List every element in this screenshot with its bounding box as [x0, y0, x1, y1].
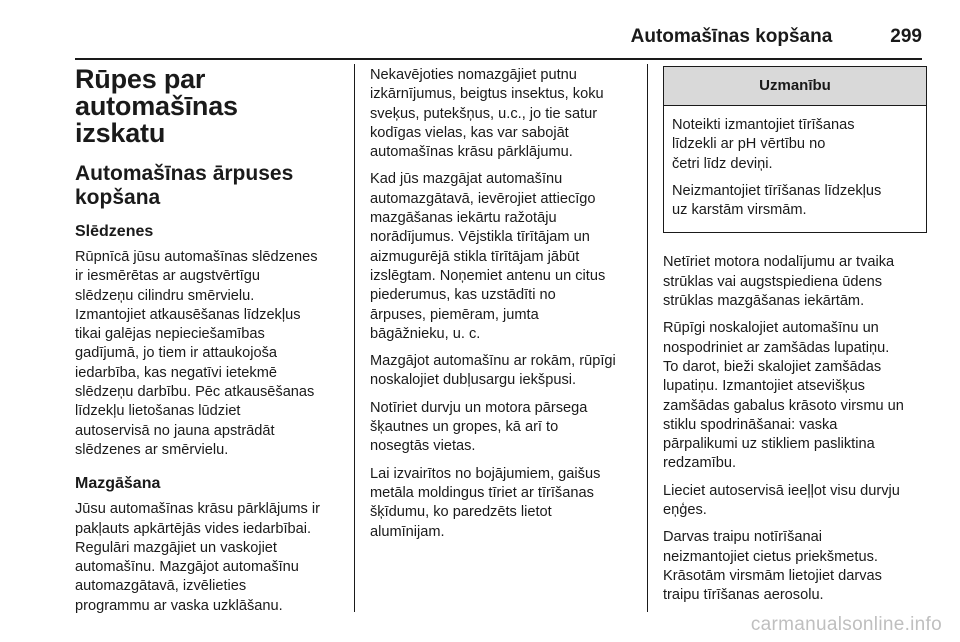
- watermark: carmanualsonline.info: [750, 614, 942, 635]
- paragraph-engine-compartment: Netīriet motora nodalījumu ar tvaika strūklas vai augstspiediena ūdens strūklas mazgāšanas iekārtām.: [663, 254, 895, 310]
- paragraph-door-hinges: Lieciet autoservisā ieeļļot visu durvju eņģes.: [663, 482, 900, 519]
- paragraph-hand-wash: Mazgājot automašīnu ar rokām, rūpīgi noskalojiet dubļusargu iekšpusi.: [370, 353, 616, 389]
- subsection-title: Automašīnas ārpuses kopšana: [75, 162, 294, 209]
- paragraph-bird-droppings: Nekavējoties nomazgājiet putnu izkārnījumus, beigtus insektus, koku sveķus, putekšņus, u.c., jo tie satur kodīgas vielas, kas var sabojāt automašīnas krāsu pārklājumu.: [370, 67, 604, 161]
- paragraph-door-edges: Notīriet durvju un motora pārsega šķautnes un gropes, kā arī to nosegtās vietas.: [370, 399, 588, 455]
- caution-title: Uzmanību: [664, 67, 926, 106]
- column-middle: [370, 66, 640, 550]
- section-title: Rūpes par automašīnas izskatu: [75, 64, 238, 148]
- paragraph-tar-stains: Darvas traipu notīrīšanai neizmantojiet cietus priekšmetus. Krāsotām virsmām lietojiet darvas traipu tīrīšanas aerosolu.: [663, 529, 882, 604]
- washing-paragraph: Jūsu automašīnas krāsu pārklājums ir pakļauts apkārtējās vides iedarbībai. Regulāri mazgājiet un vaskojiet automašīnu. Mazgājot automašīnu automazgātavā, izvēlieties programmu ar vaska uzklāšanu.: [75, 501, 320, 614]
- column-divider-left: [354, 64, 355, 612]
- caution-box: [663, 66, 927, 233]
- column-divider-right: [647, 64, 648, 612]
- page-header: [75, 26, 922, 60]
- paragraph-rinse-polish: Rūpīgi noskalojiet automašīnu un nospodriniet ar zamšādas lupatiņu. To darot, bieži skalojiet zamšādas lupatiņu. Izmantojiet atsevišķus zamšādas gabalus krāsoto virsmu un stiklu spodrināšanai: vaska pārpalikumi uz stikliem pasliktina redzamību.: [663, 320, 904, 472]
- locks-paragraph: Rūpnīcā jūsu automašīnas slēdzenes ir iesmērētas ar augstvērtīgu slēdzeņu cilindru smērvielu. Izmantojiet atkausēšanas līdzekļus tikai galējas nepieciešamības gadījumā, jo tiem ir attaukojoša iedarbība, kas negatīvi ietekmē slēdzeņu darbību. Pēc atkausēšanas līdzekļu lietošanas lūdziet autoservisā no jauna apstrādāt slēdzenes ar smērvielu.: [75, 249, 318, 458]
- caution-paragraph-hot-surfaces: Neizmantojiet tīrīšanas līdzekļus uz karstām virsmām.: [672, 182, 882, 219]
- paragraph-car-wash: Kad jūs mazgājat automašīnu automazgātavā, ievērojiet attiecīgo mazgāšanas iekārtu ražotāju norādījumus. Vējstikla tīrītājam un aizmugurējā stikla tīrītājam jābūt izslēgtam. Noņemiet antenu un citus piederumus, kas uzstādīti no ārpuses, piemēram, jumta bāgāžnieku, u. c.: [370, 171, 606, 342]
- washing-heading: Mazgāšana: [75, 475, 161, 493]
- caution-body: [664, 106, 926, 232]
- page-number: 299: [890, 26, 922, 47]
- header-title: Automašīnas kopšana: [630, 26, 833, 47]
- caution-paragraph-ph: Noteikti izmantojiet tīrīšanas līdzekli ar pH vērtību no četri līdz deviņi.: [672, 117, 855, 172]
- locks-heading: Slēdzenes: [75, 223, 154, 240]
- paragraph-metal-moldings: Lai izvairītos no bojājumiem, gaišus metāla moldingus tīriet ar tīrīšanas šķīdumu, ko paredzēts lietot alumīnijam.: [370, 465, 601, 540]
- column-right: [663, 66, 927, 614]
- column-left: [75, 66, 345, 624]
